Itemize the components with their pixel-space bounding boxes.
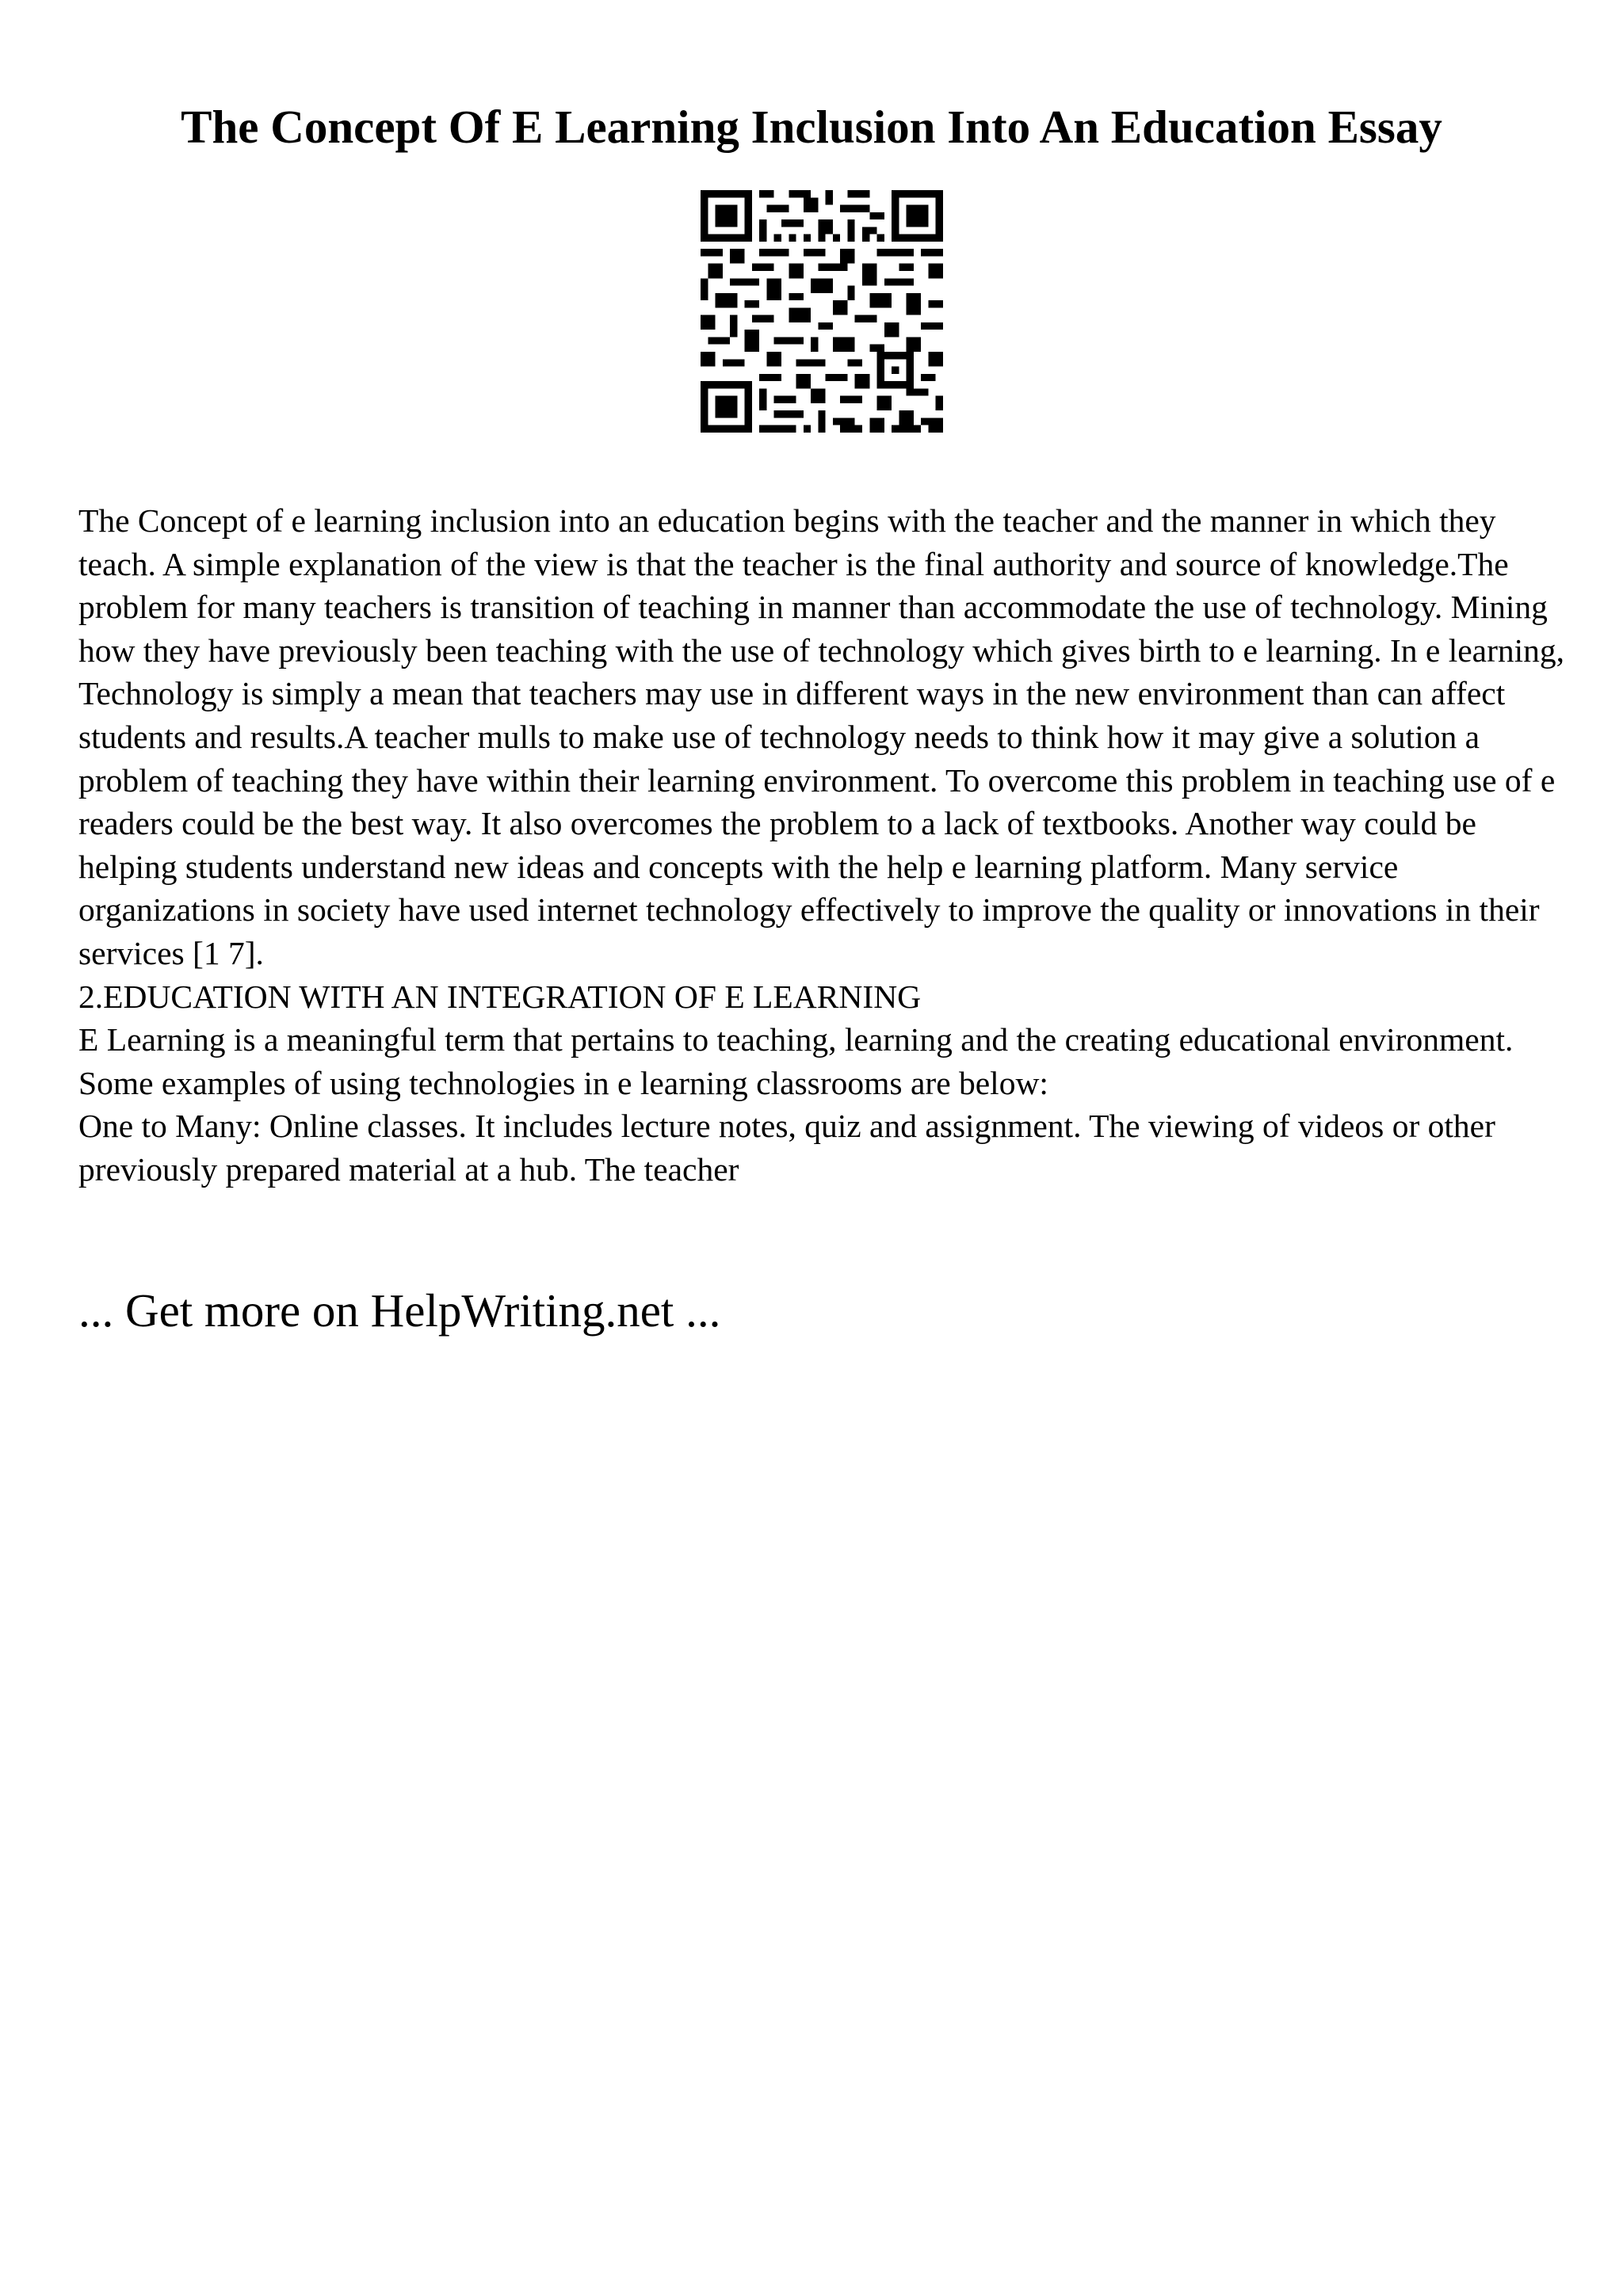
- section-heading: 2.EDUCATION WITH AN INTEGRATION OF E LEARNING: [78, 978, 922, 1015]
- definition-paragraph: E Learning is a meaningful term that pertains to teaching, learning and the creating educational environment. Some examples of using technologies in e learning classrooms are below:: [78, 1021, 1514, 1101]
- qr-code[interactable]: [701, 190, 943, 433]
- examples-paragraph: One to Many: Online classes. It includes lecture notes, quiz and assignment. The viewing of videos or other previously prepared material at a hub. The teacher: [78, 1108, 1495, 1188]
- essay-body: [78, 499, 1568, 1192]
- intro-paragraph: The Concept of e learning inclusion into an education begins with the teacher and the manner in which they teach. A simple explanation of the view is that the teacher is the final authority and source of knowledge.The problem for many teachers is transition of teaching in manner than accommodate the use of technology. Mining how they have previously been teaching with the use of technology which gives birth to e learning. In e learning, Technology is simply a mean that teachers may use in different ways in the new environment than can affect students and results.A teacher mulls to make use of technology needs to think how it may give a solution a problem of teaching they have within their learning environment. To overcome this problem in teaching use of e readers could be the best way. It also overcomes the problem to a lack of textbooks. Another way could be helping students understand new ideas and concepts with the help e learning platform. Many service organizations in society have used internet technology effectively to improve the quality or innovations in their services [1 7].: [78, 502, 1565, 971]
- get-more-link[interactable]: ... Get more on HelpWriting.net ...: [78, 1284, 721, 1337]
- page-title: The Concept Of E Learning Inclusion Into An Education Essay: [181, 101, 1442, 153]
